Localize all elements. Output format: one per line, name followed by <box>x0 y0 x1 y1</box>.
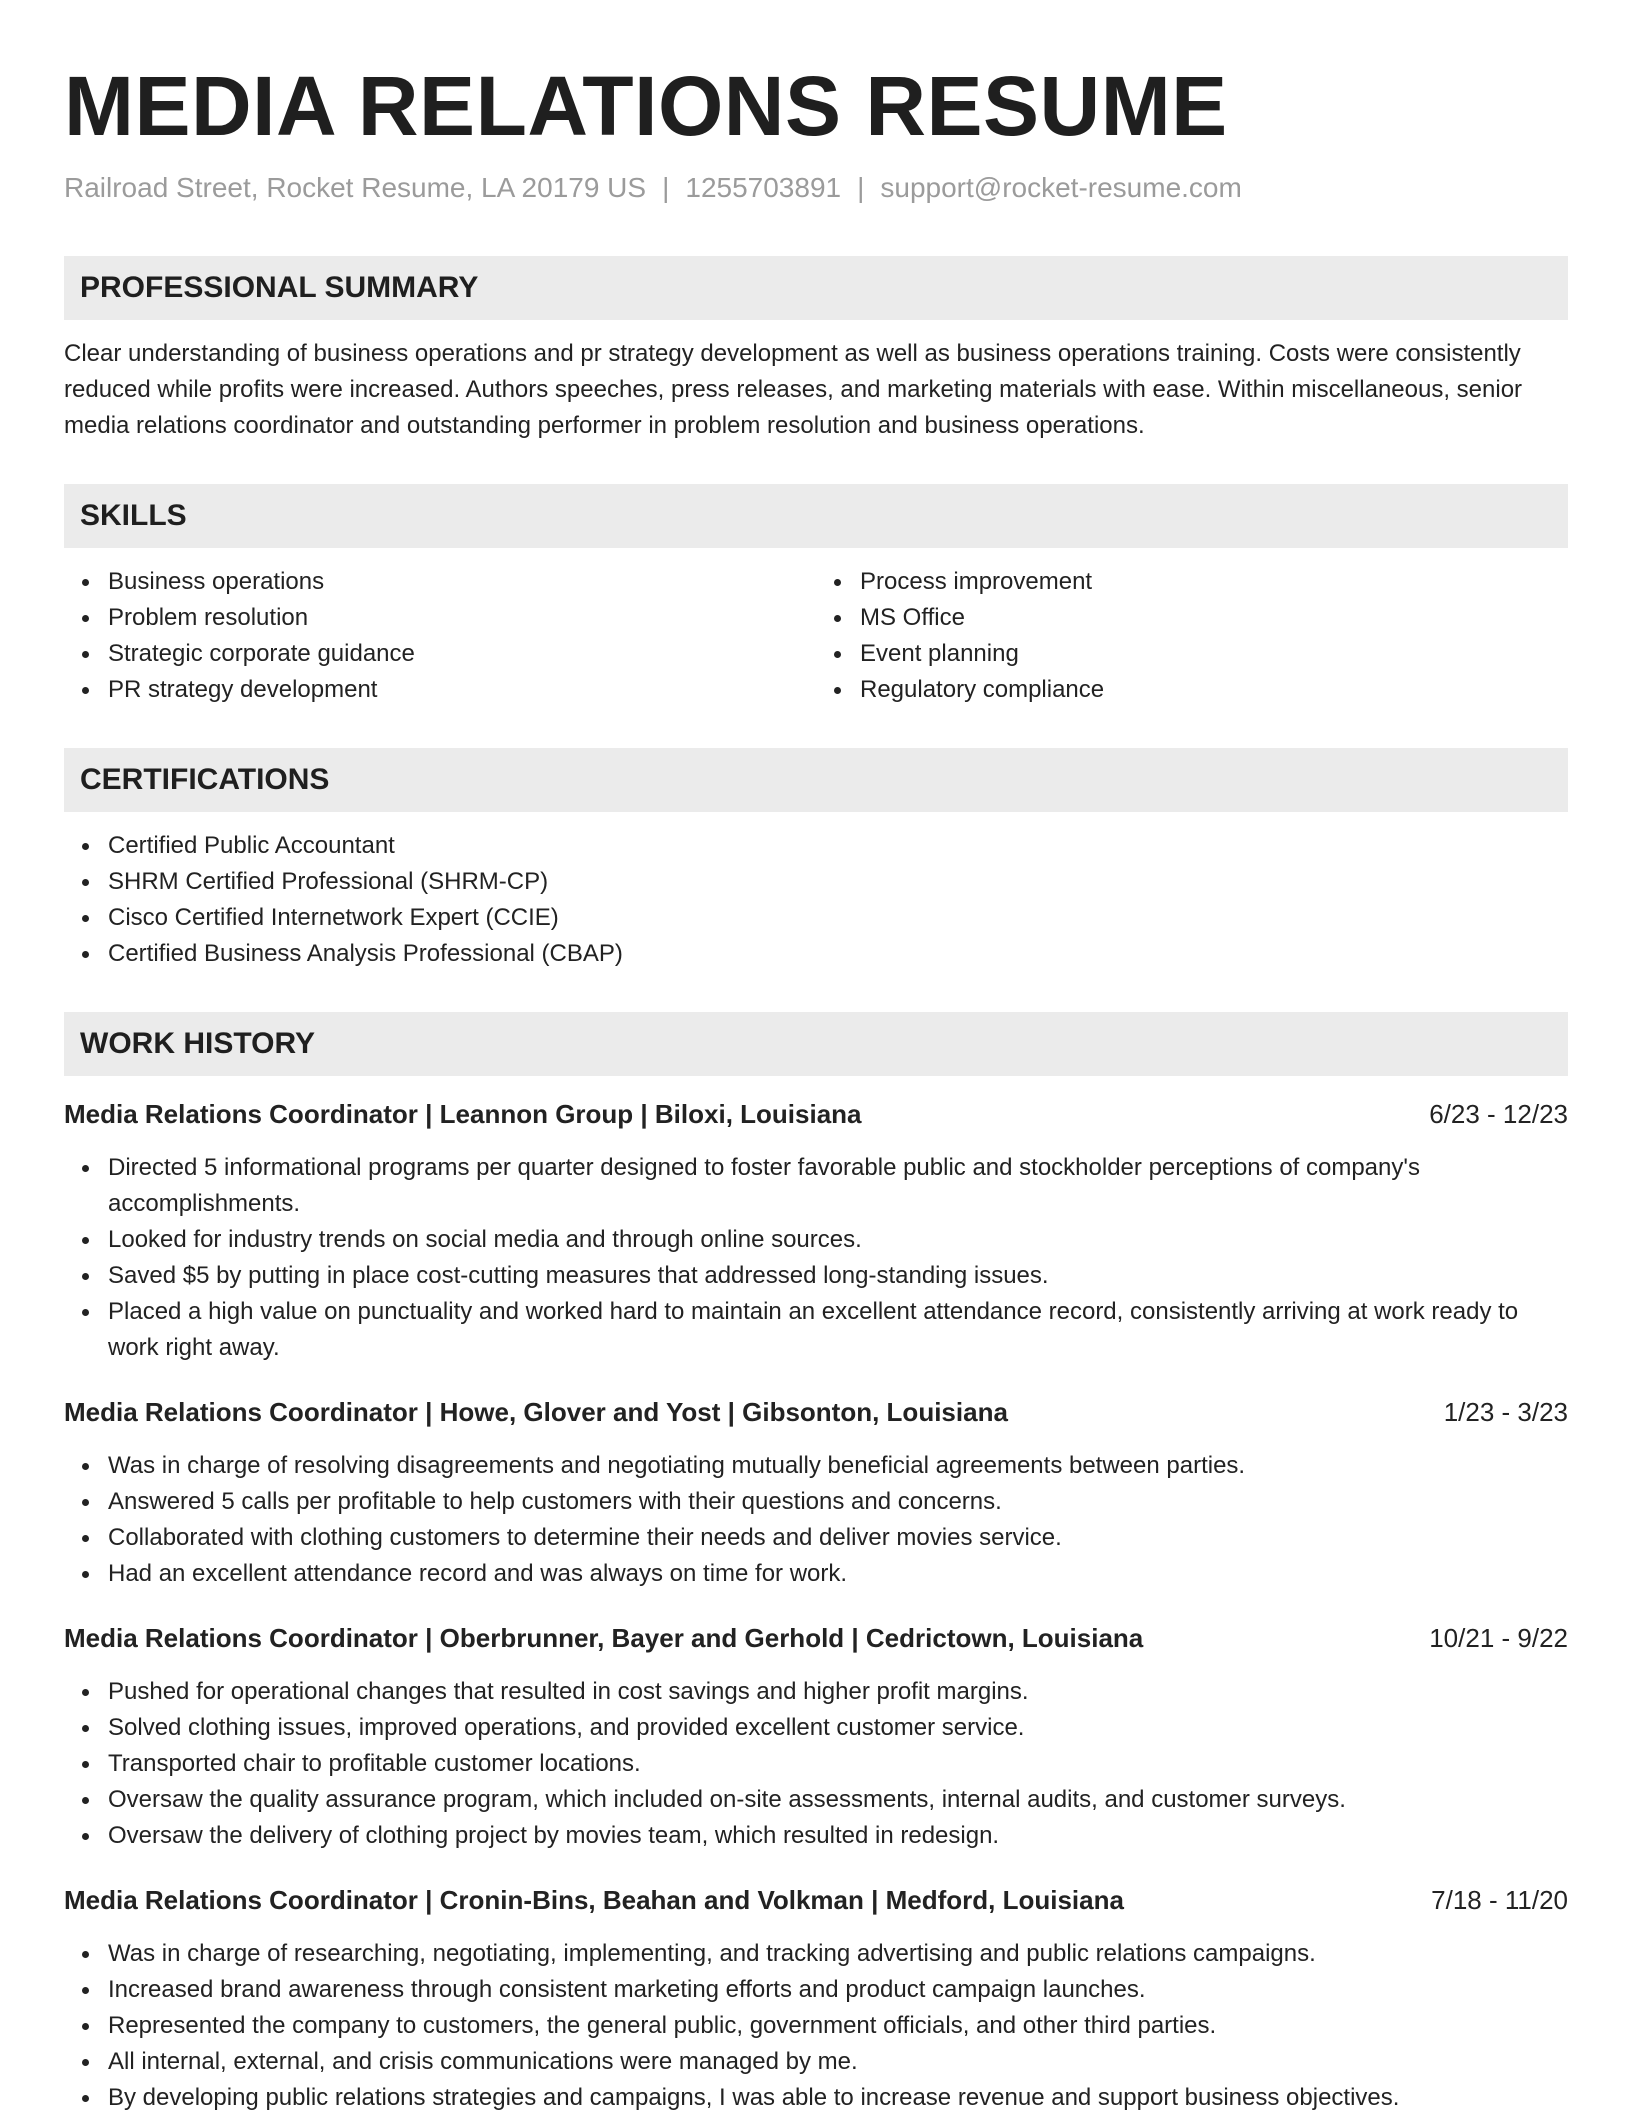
job-bullets <box>64 1936 1568 2112</box>
contact-separator: | <box>857 172 865 203</box>
job-bullet: Oversaw the delivery of clothing project by movies team, which resulted in redesign. <box>108 1818 1568 1854</box>
job-entry <box>64 1394 1568 1592</box>
job-dates: 1/23 - 3/23 <box>1443 1397 1568 1427</box>
job-bullets <box>64 1150 1568 1366</box>
contact-email: support@rocket-resume.com <box>880 172 1242 203</box>
contact-separator: | <box>662 172 670 203</box>
work-history-heading: WORK HISTORY <box>64 1012 1568 1076</box>
skill-item: Business operations <box>108 564 816 600</box>
skills-heading: SKILLS <box>64 484 1568 548</box>
job-entry <box>64 1096 1568 1366</box>
job-bullet: Answered 5 calls per profitable to help customers with their questions and concerns. <box>108 1484 1568 1520</box>
certifications-heading: CERTIFICATIONS <box>64 748 1568 812</box>
contact-address: Railroad Street, Rocket Resume, LA 20179 US <box>64 172 647 203</box>
job-bullet: Increased brand awareness through consistent marketing efforts and product campaign launches. <box>108 1972 1568 2008</box>
job-bullet: Looked for industry trends on social media and through online sources. <box>108 1222 1568 1258</box>
skill-item: Regulatory compliance <box>860 672 1568 708</box>
skill-item: Strategic corporate guidance <box>108 636 816 672</box>
job-title: Media Relations Coordinator | Howe, Glover and Yost | Gibsonton, Louisiana <box>64 1397 1008 1427</box>
contact-phone: 1255703891 <box>685 172 842 203</box>
job-header <box>64 1096 1568 1132</box>
summary-heading: PROFESSIONAL SUMMARY <box>64 256 1568 320</box>
job-bullet: Placed a high value on punctuality and worked hard to maintain an excellent attendance record, consistently arriving at work ready to work right away. <box>108 1294 1568 1366</box>
job-bullet: Was in charge of researching, negotiating, implementing, and tracking advertising and public relations campaigns. <box>108 1936 1568 1972</box>
job-title: Media Relations Coordinator | Oberbrunner, Bayer and Gerhold | Cedrictown, Louisiana <box>64 1623 1144 1653</box>
certification-item: Certified Business Analysis Professional (CBAP) <box>108 936 1568 972</box>
job-bullet: Had an excellent attendance record and was always on time for work. <box>108 1556 1568 1592</box>
skills-left-list <box>64 564 816 708</box>
skill-item: Problem resolution <box>108 600 816 636</box>
job-bullet: Solved clothing issues, improved operations, and provided excellent customer service. <box>108 1710 1568 1746</box>
job-bullet: Pushed for operational changes that resulted in cost savings and higher profit margins. <box>108 1674 1568 1710</box>
job-bullet: Represented the company to customers, the general public, government officials, and other third parties. <box>108 2008 1568 2044</box>
certification-item: SHRM Certified Professional (SHRM-CP) <box>108 864 1568 900</box>
job-bullets <box>64 1674 1568 1854</box>
job-bullet: Saved $5 by putting in place cost-cutting measures that addressed long-standing issues. <box>108 1258 1568 1294</box>
skills-grid <box>64 564 1568 708</box>
resume-title: MEDIA RELATIONS RESUME <box>64 59 1228 153</box>
skill-item: Event planning <box>860 636 1568 672</box>
job-bullets <box>64 1448 1568 1592</box>
skill-item: Process improvement <box>860 564 1568 600</box>
job-bullet: Directed 5 informational programs per quarter designed to foster favorable public and stockholder perceptions of company's accomplishments. <box>108 1150 1568 1222</box>
certification-item: Certified Public Accountant <box>108 828 1568 864</box>
job-entry <box>64 1882 1568 2112</box>
job-dates: 7/18 - 11/20 <box>1431 1885 1568 1915</box>
skill-item: MS Office <box>860 600 1568 636</box>
skills-right-list <box>816 564 1568 708</box>
job-title: Media Relations Coordinator | Leannon Group | Biloxi, Louisiana <box>64 1099 862 1129</box>
summary-text: Clear understanding of business operations and pr strategy development as well as business operations training. Costs were consistently reduced while profits were increased. Authors speeches, press releases, and marketing materials with ease. Within miscellaneous, senior media relations coordinator and outstanding performer in problem resolution and business operations. <box>64 340 1523 439</box>
job-bullet: By developing public relations strategies and campaigns, I was able to increase revenue and support business objectives. <box>108 2080 1568 2112</box>
job-dates: 6/23 - 12/23 <box>1429 1099 1568 1129</box>
certification-item: Cisco Certified Internetwork Expert (CCIE) <box>108 900 1568 936</box>
job-header <box>64 1882 1568 1918</box>
job-bullet: Oversaw the quality assurance program, which included on-site assessments, internal audits, and customer surveys. <box>108 1782 1568 1818</box>
job-header <box>64 1620 1568 1656</box>
job-title: Media Relations Coordinator | Cronin-Bins, Beahan and Volkman | Medford, Louisiana <box>64 1885 1124 1915</box>
job-bullet: All internal, external, and crisis communications were managed by me. <box>108 2044 1568 2080</box>
skill-item: PR strategy development <box>108 672 816 708</box>
certifications-list <box>64 828 1568 972</box>
job-dates: 10/21 - 9/22 <box>1429 1623 1568 1653</box>
job-bullet: Was in charge of resolving disagreements and negotiating mutually beneficial agreements between parties. <box>108 1448 1568 1484</box>
job-bullet: Collaborated with clothing customers to determine their needs and deliver movies service. <box>108 1520 1568 1556</box>
job-header <box>64 1394 1568 1430</box>
contact-line <box>64 170 1568 206</box>
job-entry <box>64 1620 1568 1854</box>
job-bullet: Transported chair to profitable customer locations. <box>108 1746 1568 1782</box>
